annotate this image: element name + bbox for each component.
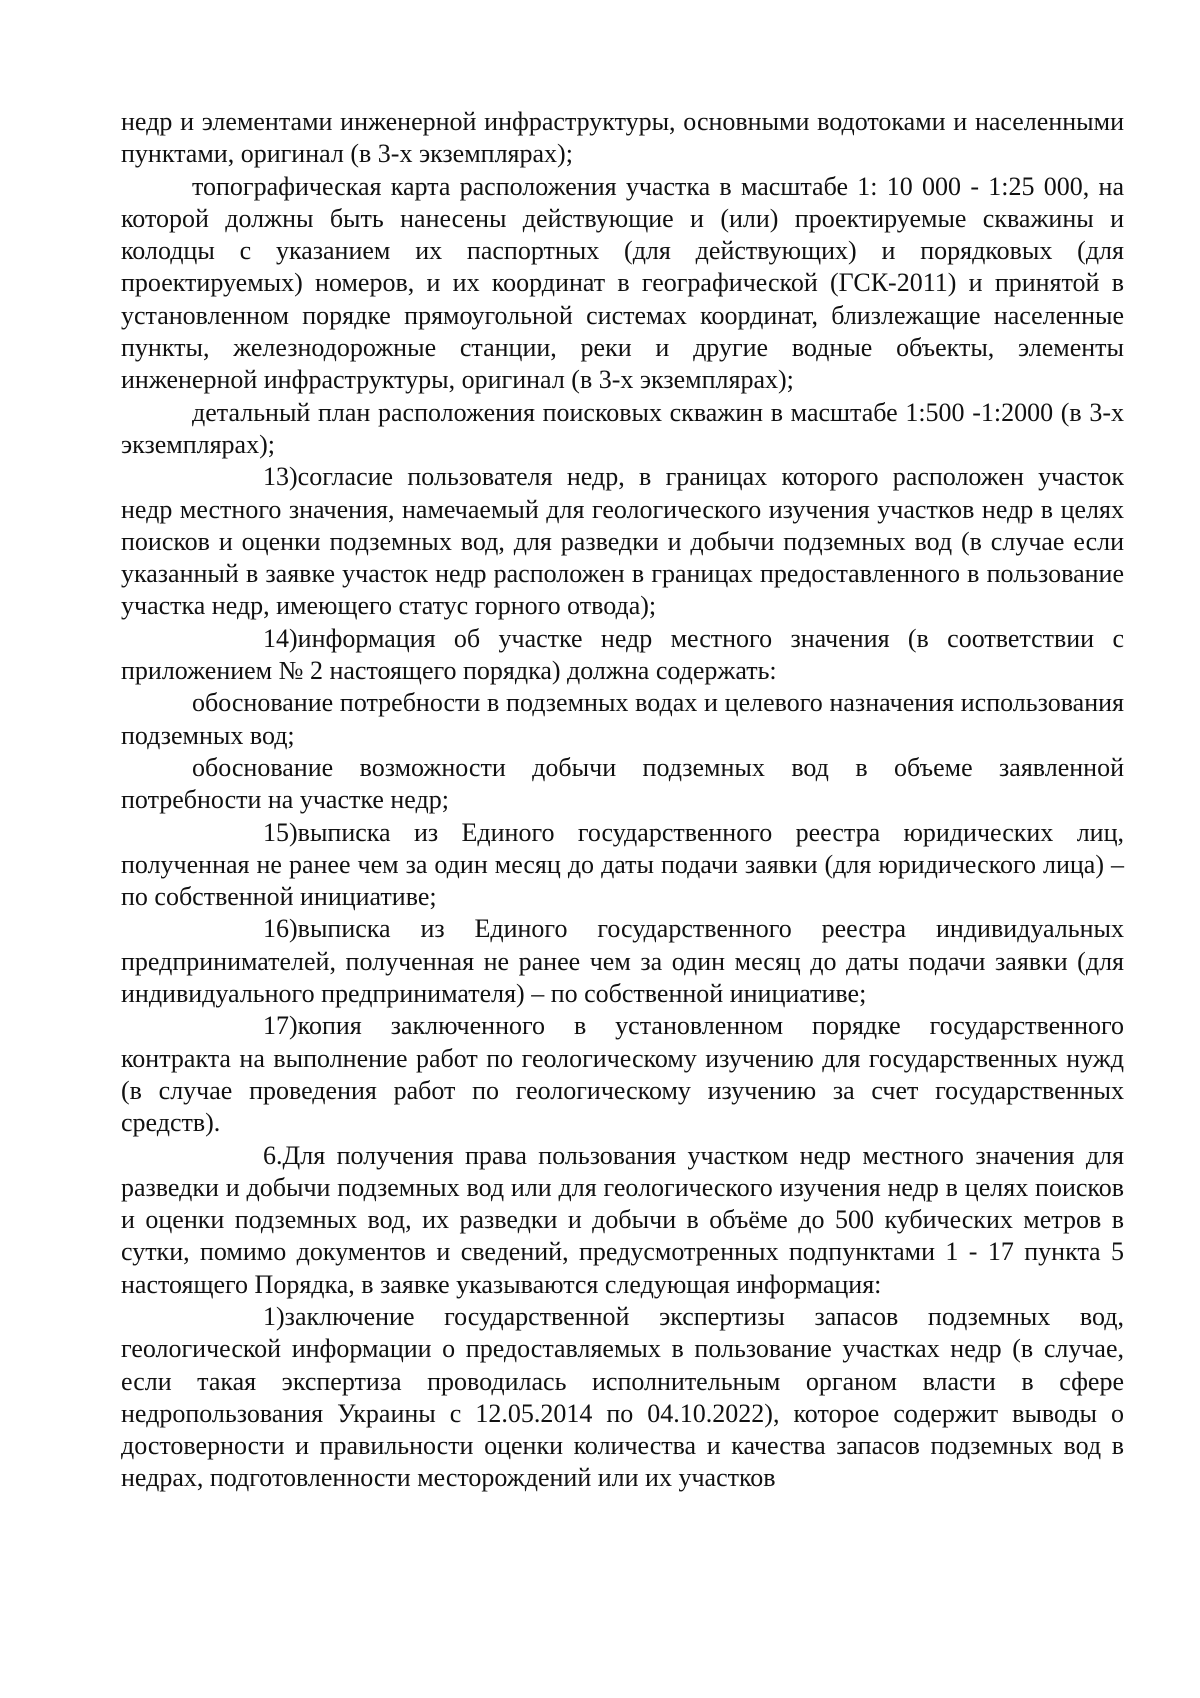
item-14: 14)информация об участке недр местного значения (в соответствии с приложением № 2 настоящего порядка) должна содержать: [121, 623, 1124, 686]
item-number: 1) [263, 1301, 285, 1331]
item-number: 16) [263, 914, 298, 944]
item-number: 14) [263, 623, 298, 653]
item-15: 15)выписка из Единого государственного реестра юридических лиц, полученная не ранее чем за один месяц до даты подачи заявки (для юридического лица) – по собственной инициативе; [121, 817, 1124, 912]
item-1: 1)заключение государственной экспертизы запасов подземных вод, геологической информации о предоставляемых в пользование участках недр (в случае, если такая экспертиза проводилась исполнительным органом власти в сфере недропользования Украины с 12.05.2014 по 04.10.2022), которое содержит выводы о достоверности и правильности оценки количества и качества запасов подземных вод в недрах, подготовленности месторождений или их участков [121, 1301, 1124, 1493]
paragraph-possibility-justification: обоснование возможности добычи подземных вод в объеме заявленной потребности на участке недр; [121, 752, 1124, 815]
item-17: 17)копия заключенного в установленном порядке государственного контракта на выполнение работ по геологическому изучению для государственных нужд (в случае проведения работ по геологическому изучению за счет государственных средств). [121, 1011, 1124, 1138]
section-number: 6. [263, 1140, 283, 1170]
item-16: 16)выписка из Единого государственного реестра индивидуальных предпринимателей, полученная не ранее чем за один месяц до даты подачи заявки (для индивидуального предпринимателя) – по собственной инициативе; [121, 914, 1124, 1009]
section-6: 6.Для получения права пользования участком недр местного значения для разведки и добычи подземных вод или для геологического изучения недр в целях поисков и оценки подземных вод, их разведки и добычи в объёме до 500 кубических метров в сутки, помимо документов и сведений, предусмотренных подпунктами 1 - 17 пункта 5 настоящего Порядка, в заявке указываются следующая информация: [121, 1140, 1124, 1299]
item-number: 17) [263, 1011, 298, 1041]
item-number: 15) [263, 817, 298, 847]
item-number: 13) [263, 462, 298, 492]
paragraph-continuation: недр и элементами инженерной инфраструктуры, основными водотоками и населенными пунктами, оригинал (в 3-х экземплярах); [121, 107, 1124, 169]
item-13: 13)согласие пользователя недр, в границах которого расположен участок недр местного значения, намечаемый для геологического изучения участков недр в целях поисков и оценки подземных вод, для разведки и добычи подземных вод (в случае если указанный в заявке участок недр расположен в границах предоставленного в пользование участка недр, имеющего статус горного отвода); [121, 462, 1124, 621]
paragraph-topographic-map: топографическая карта расположения участка в масштабе 1: 10 000 - 1:25 000, на которой должны быть нанесены действующие и (или) проектируемые скважины и колодцы с указанием их паспортных (для действующих) и порядковых (для проектируемых) номеров, и их координат в географической (ГСК-2011) и принятой в установленном порядке прямоугольной системах координат, близлежащие населенные пункты, железнодорожные станции, реки и другие водные объекты, элементы инженерной инфраструктуры, оригинал (в 3-х экземплярах); [121, 171, 1124, 395]
paragraph-need-justification: обоснование потребности в подземных водах и целевого назначения использования подземных вод; [121, 688, 1124, 750]
paragraph-detailed-plan: детальный план расположения поисковых скважин в масштабе 1:500 -1:2000 (в 3-х экземплярах); [121, 397, 1124, 459]
